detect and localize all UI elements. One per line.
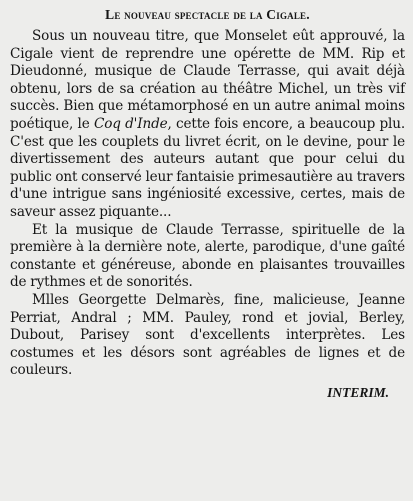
play-title: Coq d'Inde bbox=[93, 115, 168, 132]
article-paragraph-2: Et la musique de Claude Terrasse, spirituelle de la première à la dernière note, alerte, parodique, d'une gaîté constante et généreuse, abonde en plaisantes trouvailles de rythmes et de sonorités. bbox=[10, 221, 405, 291]
article-paragraph-1 bbox=[10, 28, 405, 222]
paragraph-1-text-start: Sous un nouveau titre, que Monselet eût approuvé, la Cigale vient de reprendre une opérette de MM. Rip et Dieudonné, musique de Claude Terrasse, qui avait déjà obtenu, lors de sa création au théâtre Michel, un très vif succès. Bien que métamorphosé en un autre animal moins poétique, le bbox=[10, 28, 405, 132]
article-headline: Le nouveau spectacle de la Cigale. bbox=[105, 7, 310, 22]
paragraph-1-text-end: , cette fois encore, a beaucoup plu. C'est que les couplets du livret écrit, on le devine, pour le divertissement des auteurs autant que pour celui du public ont conservé leur fantaisie primesautière au travers d'une intrigue sans ingéniosité excessive, certes, mais de saveur assez piquante... bbox=[10, 115, 405, 220]
article-paragraph-3: Mlles Georgette Delmarès, fine, malicieuse, Jeanne Perriat, Andral ; MM. Pauley, rond et jovial, Berley, Dubout, Parisey sont d'excellents interprètes. Les costumes et les désors sont agréables de lignes et de couleurs. bbox=[10, 291, 405, 379]
article-signature: INTERIM. bbox=[327, 384, 389, 400]
